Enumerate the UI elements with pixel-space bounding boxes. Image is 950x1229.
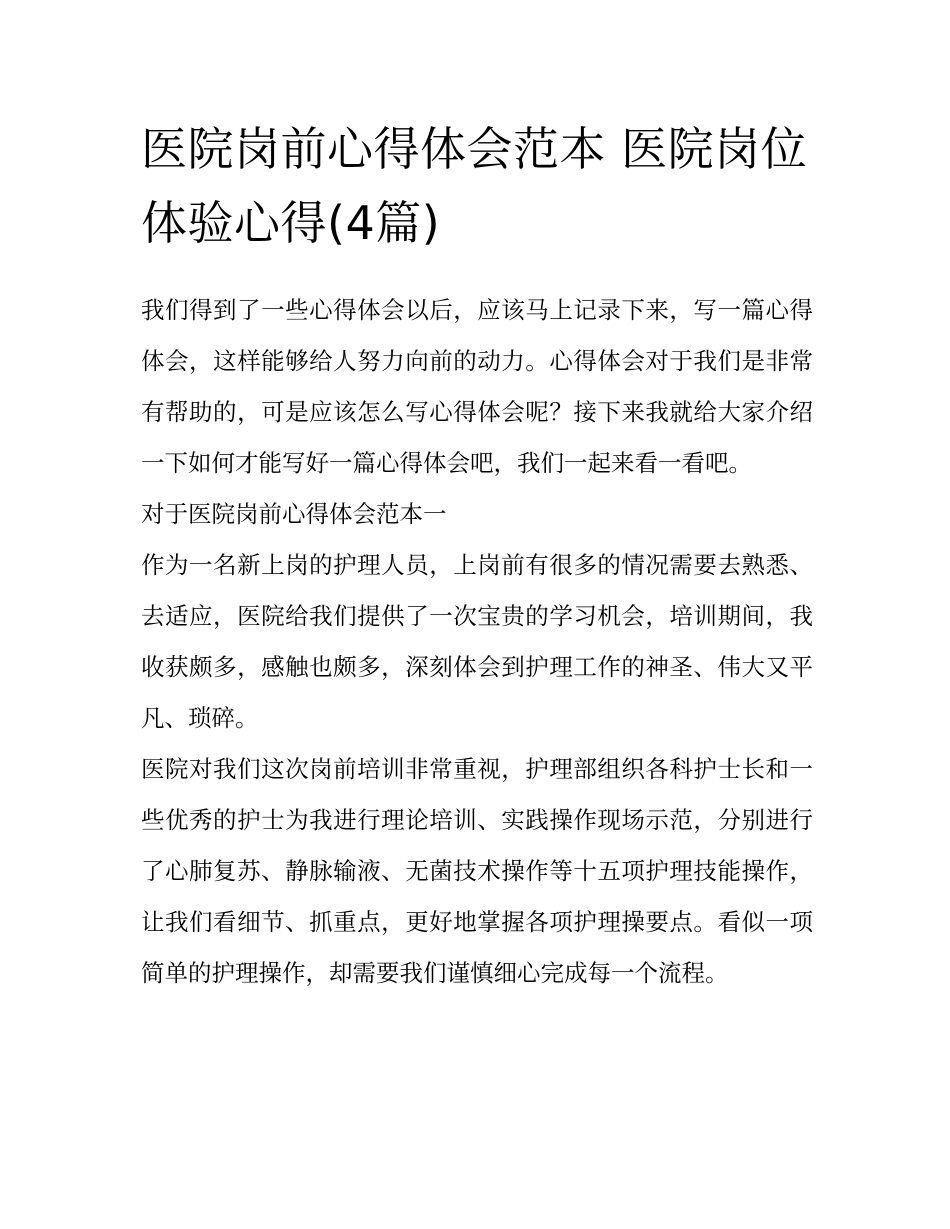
document-page — [141, 112, 813, 999]
body-paragraph: 医院对我们这次岗前培训非常重视，护理部组织各科护士长和一些优秀的护士为我进行理论培训、实践操作现场示范，分别进行了心肺复苏、静脉输液、无菌技术操作等十五项护理技能操作，让我们看细节、抓重点，更好地掌握各项护理操要点。看似一项简单的护理操作，却需要我们谨慎细心完成每一个流程。 — [141, 755, 813, 987]
body-paragraph: 作为一名新上岗的护理人员，上岗前有很多的情况需要去熟悉、去适应，医院给我们提供了一次宝贵的学习机会，培训期间，我收获颇多，感触也颇多，深刻体会到护理工作的神圣、伟大又平凡、琐碎。 — [141, 551, 813, 732]
intro-paragraph: 我们得到了一些心得体会以后，应该马上记录下来，写一篇心得体会，这样能够给人努力向前的动力。心得体会对于我们是非常有帮助的，可是应该怎么写心得体会呢？接下来我就给大家介绍一下如何才能写好一篇心得体会吧，我们一起来看一看吧。 — [141, 296, 813, 477]
section-heading: 对于医院岗前心得体会范本一 — [141, 500, 447, 528]
document-title: 医院岗前心得体会范本 医院岗位体验心得(4篇) — [141, 122, 808, 250]
